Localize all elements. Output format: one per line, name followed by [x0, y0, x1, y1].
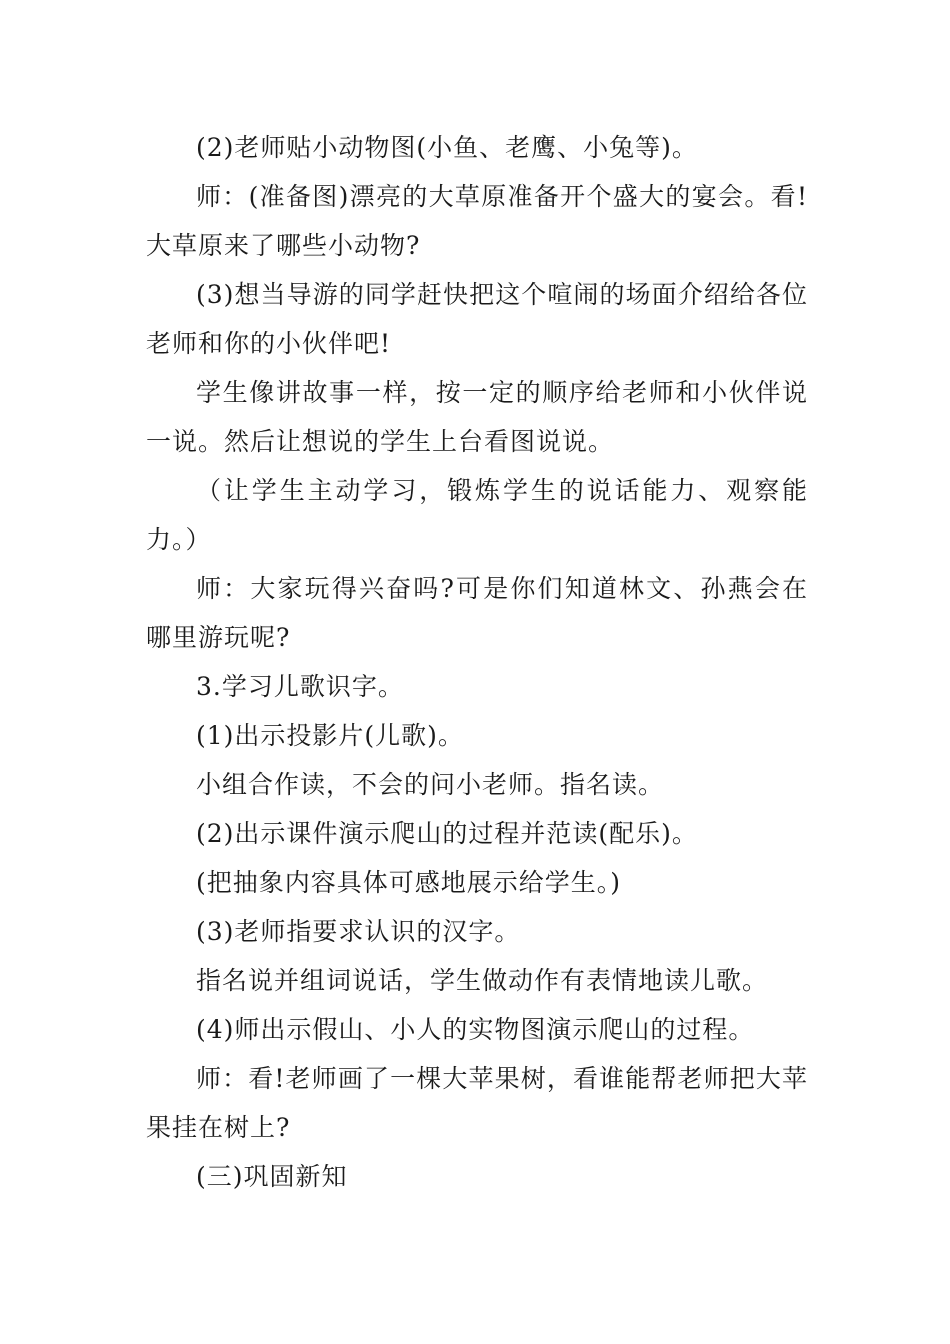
paragraph-4: 学生像讲故事一样，按一定的顺序给老师和小伙伴说一说。然后让想说的学生上台看图说说。: [146, 378, 808, 456]
paragraph-9: 小组合作读，不会的问小老师。指名读。: [196, 770, 665, 799]
section-heading: (三)巩固新知: [196, 1162, 348, 1191]
document-body: [146, 123, 808, 1201]
paragraph-11: (把抽象内容具体可感地展示给学生。): [196, 868, 622, 897]
paragraph-15: 师：看!老师画了一棵大苹果树，看谁能帮老师把大苹果挂在树上?: [146, 1064, 808, 1142]
paragraph-6: 师：大家玩得兴奋吗?可是你们知道林文、孙燕会在哪里游玩呢?: [146, 574, 808, 652]
paragraph-3: (3)想当导游的同学赶快把这个喧闹的场面介绍给各位老师和你的小伙伴吧!: [146, 280, 808, 358]
paragraph-5: （让学生主动学习，锻炼学生的说话能力、观察能力。）: [146, 476, 808, 554]
paragraph-1: (2)老师贴小动物图(小鱼、老鹰、小兔等)。: [196, 133, 698, 162]
paragraph-7: 3.学习儿歌识字。: [196, 672, 404, 701]
paragraph-13: 指名说并组词说话，学生做动作有表情地读儿歌。: [196, 966, 769, 995]
paragraph-12: (3)老师指要求认识的汉字。: [196, 917, 521, 946]
paragraph-14: (4)师出示假山、小人的实物图演示爬山的过程。: [196, 1015, 755, 1044]
paragraph-10: (2)出示课件演示爬山的过程并范读(配乐)。: [196, 819, 698, 848]
paragraph-2: 师：(准备图)漂亮的大草原准备开个盛大的宴会。看!大草原来了哪些小动物?: [146, 182, 808, 260]
paragraph-8: (1)出示投影片(儿歌)。: [196, 721, 464, 750]
